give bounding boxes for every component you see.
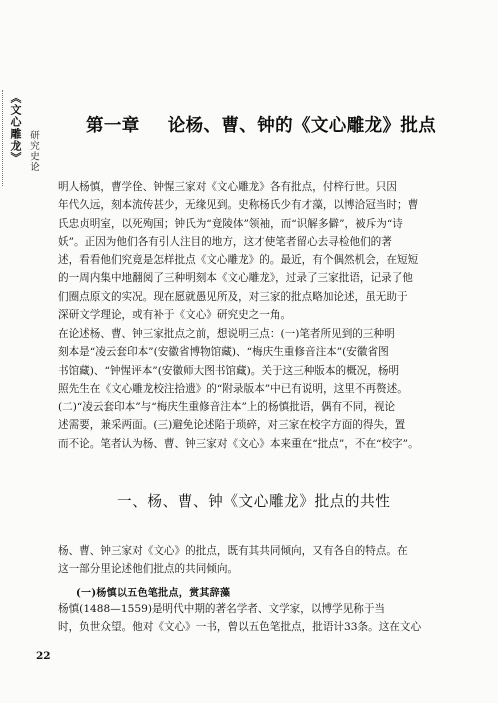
chapter-heading — [86, 112, 476, 137]
section-paragraph — [58, 542, 460, 579]
intro-paragraph-1 — [58, 178, 460, 324]
text-line: 述，看看他们究竟是怎样批点《文心雕龙》的。最近，有个偶然机会，在短短 — [58, 254, 419, 267]
chapter-number: 第一章 — [86, 116, 140, 136]
text-line: 杨、曹、钟三家对《文心》的批点，既有其共同倾向，又有各自的特点。在 — [58, 545, 408, 557]
text-line: (二)“凌云套印本”与“梅庆生重修音注本”上的杨慎批语，偶有不同，视论 — [58, 401, 396, 414]
text-line: 妖”。正因为他们各有引人注目的地方，这才使笔者留心去寻检他们的著 — [58, 235, 392, 248]
text-line: 明人杨慎，曹学佺、钟惺三家对《文心雕龙》各有批点，付梓行世。只因 — [58, 181, 397, 193]
text-line: 刻本是“凌云套印本”(安徽省博物馆藏)、“梅庆生重修音注本”(安徽省图 — [58, 346, 389, 359]
text-line: 书馆藏)、“钟惺评本”(安徽师大图书馆藏)。关于这三种版本的概况，杨明 — [58, 364, 400, 377]
section-heading: 一、杨、曹、钟《文心雕龙》批点的共性 — [117, 493, 391, 510]
running-header-book-title: 《文心雕龙》 — [9, 92, 22, 164]
final-paragraph — [58, 600, 460, 637]
text-line: 深研文学理论，或有补于《文心》研究史之一角。 — [58, 309, 292, 322]
running-header-subtitle: 研究史论 — [28, 130, 39, 172]
text-line: 照先生在《文心雕龙校注拾遗》的“附录版本”中已有说明，这里不再赘述。 — [58, 382, 408, 395]
text-line: 述需要，兼采两面。(三)避免论述陷于琐碎，对三家在校字方面的得失，置 — [58, 419, 406, 432]
text-line: 时，负世众望。他对《文心》一书，曾以五色笔批点，批语计33条。这在文心 — [58, 621, 422, 634]
page-number: 22 — [36, 650, 51, 662]
intro-paragraph-2 — [58, 325, 460, 453]
text-line: 的一周内集中地翻阅了三种明刻本《文心雕龙》，过录了三家批语，记录了他 — [58, 272, 413, 285]
text-line: 杨慎(1488—1559)是明代中期的著名学者、文学家，以博学见称于当 — [58, 603, 386, 615]
text-line: 氏忠贞明室，以死殉国；钟氏为“竟陵体”领袖，而“识解多僻”，被斥为“诗 — [58, 217, 403, 230]
text-line: 们圈点原文的实况。现在愿就愚见所及，对三家的批点略加论述，虽无助于 — [58, 290, 408, 303]
subheading: (一)杨慎以五色笔批点，赏其辞藻 — [76, 588, 231, 599]
chapter-title: 论杨、曹、钟的《文心雕龙》批点 — [167, 116, 437, 136]
text-line: 年代久远，刻本流传甚少，无缘见到。史称杨氏少有才藻，以博洽冠当时；曹 — [58, 199, 419, 212]
text-line: 在论述杨、曹、钟三家批点之前，想说明三点：(一)笔者所见到的三种明 — [58, 328, 395, 340]
text-line: 这一部分里论述他们批点的共同倾向。 — [58, 563, 239, 576]
text-line: 而不论。笔者认为杨、曹、钟三家对《文心》本来重在“批点”，不在“校字”。 — [58, 437, 419, 450]
